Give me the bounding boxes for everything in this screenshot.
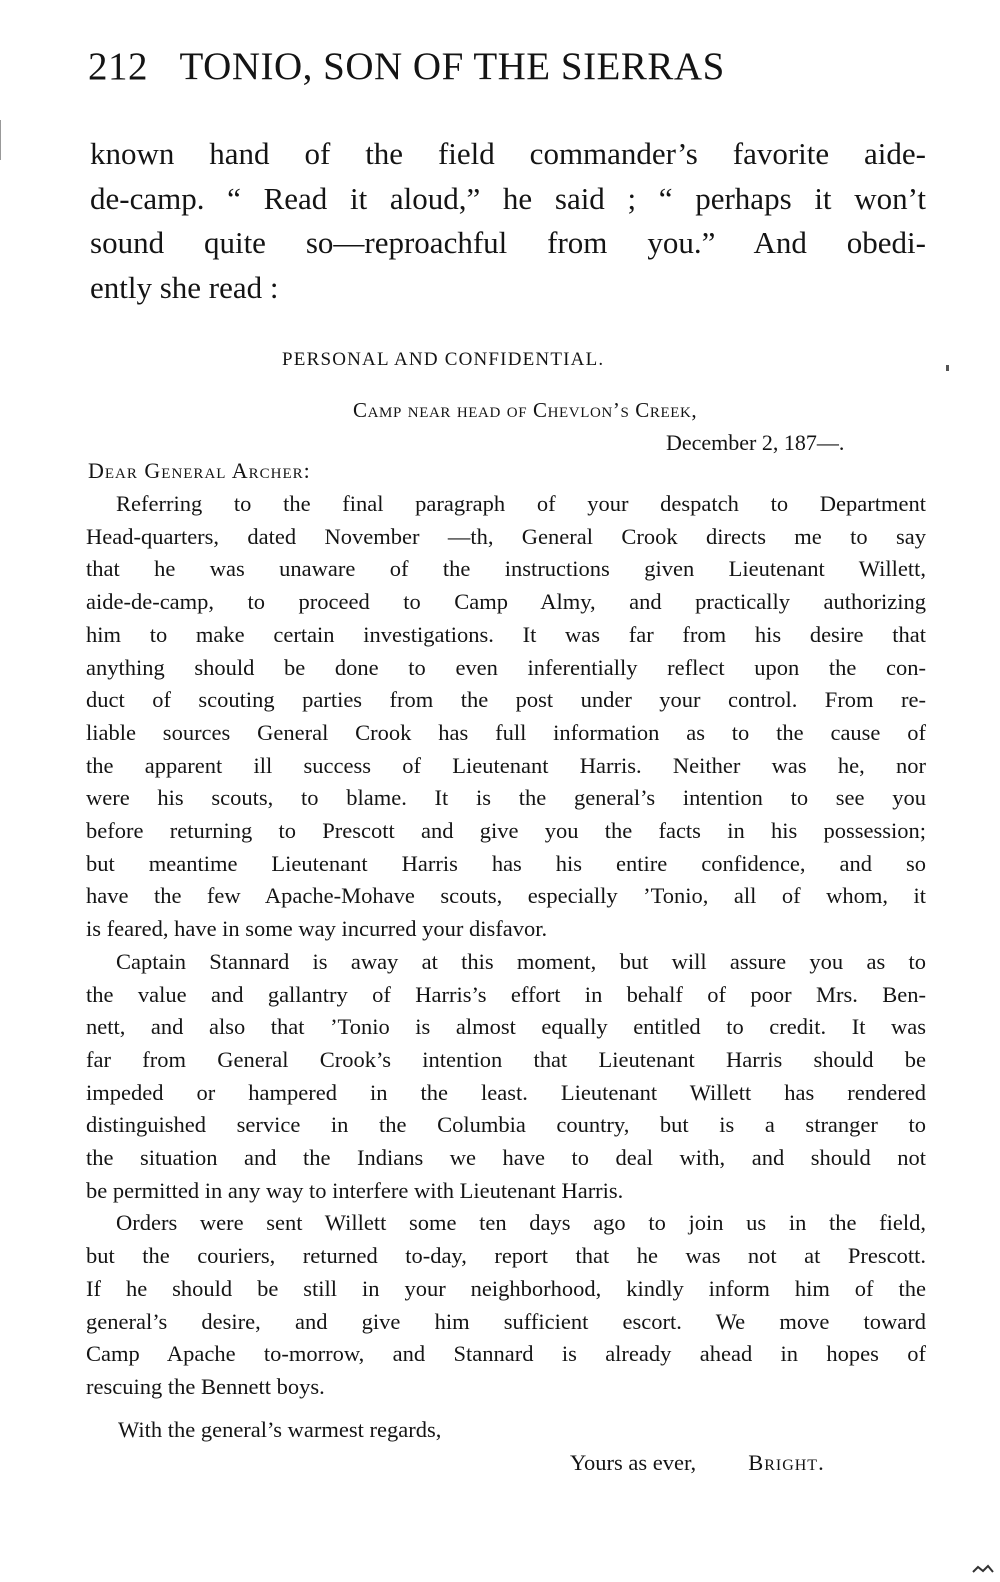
scan-corner-mark <box>972 1564 994 1574</box>
text-line: Camp Apache to-morrow, and Stannard is already ahead in hopes of <box>86 1341 926 1367</box>
text-line: general’s desire, and give him sufficient escort. We move toward <box>86 1308 926 1334</box>
letter-paragraph-3 <box>86 1207 926 1403</box>
scan-speck <box>946 365 949 371</box>
letter-signature: Bright. <box>748 1450 825 1475</box>
intro-line: known hand of the field commander’s favorite aide- <box>90 136 926 171</box>
text-line: were his scouts, to blame. It is the general’s intention to see you <box>86 785 926 811</box>
text-line: the value and gallantry of Harris’s effort in behalf of poor Mrs. Ben- <box>86 981 926 1007</box>
letter-signoff <box>570 1450 900 1476</box>
text-line: duct of scouting parties from the post under your control. From re- <box>86 687 926 713</box>
running-title: TONIO, SON OF THE SIERRAS <box>179 45 725 88</box>
text-line: liable sources General Crook has full information as to the cause of <box>86 719 926 745</box>
text-line: impeded or hampered in the least. Lieutenant Willett has rendered <box>86 1079 926 1105</box>
letter-paragraph-1 <box>86 488 926 946</box>
intro-line: sound quite so—reproachful from you.” And obedi- <box>90 225 926 260</box>
text-line: distinguished service in the Columbia country, but is a stranger to <box>86 1112 926 1138</box>
text-line: far from General Crook’s intention that Lieutenant Harris should be <box>86 1046 926 1072</box>
text-line: the situation and the Indians we have to deal with, and should not <box>86 1145 926 1171</box>
page-number: 212 <box>88 45 148 88</box>
text-line: Orders were sent Willett some ten days ago to join us in the field, <box>116 1210 926 1236</box>
text-line: Head-quarters, dated November —th, General Crook directs me to say <box>86 523 926 549</box>
text-line: before returning to Prescott and give you the facts in his possession; <box>86 818 926 844</box>
text-line: nett, and also that ’Tonio is almost equally entitled to credit. It was <box>86 1014 926 1040</box>
text-line: but meantime Lieutenant Harris has his entire confidence, and so <box>86 850 926 876</box>
intro-line: ently she read : <box>90 269 279 305</box>
text-line: If he should be still in your neighborhood, kindly inform him of the <box>86 1275 926 1301</box>
letter-location: Camp near head of Chevlon’s Creek, <box>353 398 698 422</box>
intro-paragraph <box>90 132 926 310</box>
text-line: aide-de-camp, to proceed to Camp Almy, and practically authorizing <box>86 589 926 615</box>
letter-closing: With the general’s warmest regards, <box>118 1417 442 1442</box>
text-line: that he was unaware of the instructions given Lieutenant Willett, <box>86 556 926 582</box>
text-line: have the few Apache-Mohave scouts, especially ’Tonio, all of whom, it <box>86 883 926 909</box>
text-line: anything should be done to even inferentially reflect upon the con- <box>86 654 926 680</box>
text-line: but the couriers, returned to-day, report that he was not at Prescott. <box>86 1243 926 1269</box>
letter-date: December 2, 187—. <box>666 430 845 455</box>
letter-heading: PERSONAL AND CONFIDENTIAL. <box>282 349 605 370</box>
letter-salutation: Dear General Archer: <box>88 458 311 483</box>
letter-body <box>86 488 926 1404</box>
text-line: is feared, have in some way incurred your disfavor. <box>86 916 548 942</box>
letter-yours: Yours as ever, <box>570 1450 697 1475</box>
text-line: him to make certain investigations. It was far from his desire that <box>86 621 926 647</box>
text-line: Captain Stannard is away at this moment, but will assure you as to <box>116 948 926 974</box>
text-line: Referring to the final paragraph of your despatch to Department <box>116 491 926 516</box>
text-line: the apparent ill success of Lieutenant Harris. Neither was he, nor <box>86 752 926 778</box>
intro-line: de-camp. “ Read it aloud,” he said ; “ perhaps it won’t <box>90 180 926 216</box>
running-header <box>88 44 888 89</box>
text-line: be permitted in any way to interfere with Lieutenant Harris. <box>86 1177 624 1203</box>
scan-edge-mark <box>0 120 1 160</box>
text-line: rescuing the Bennett boys. <box>86 1373 325 1399</box>
letter-paragraph-2 <box>86 946 926 1208</box>
